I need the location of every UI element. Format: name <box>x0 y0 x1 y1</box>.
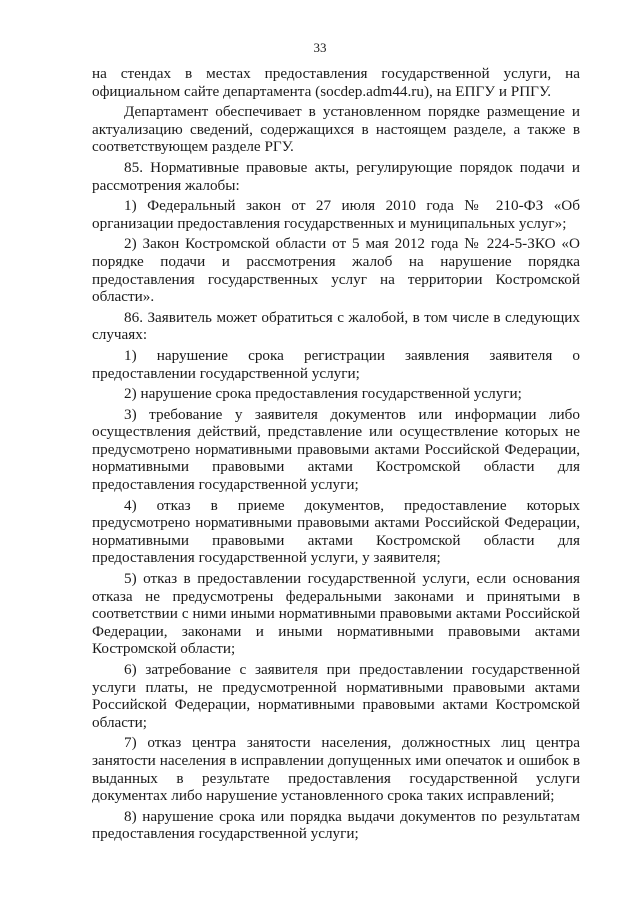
paragraph-86-item-3: 3) требование у заявителя документов или информации либо осуществления действий, представление или осуществление которых не предусмотрено нормативными правовыми актами Российской Федерации, нормативными правовыми актами Костромской области для предоставления государственной услуги; <box>92 405 580 494</box>
paragraph-85-heading: 85. Нормативные правовые акты, регулирующие порядок подачи и рассмотрения жалобы: <box>92 158 580 194</box>
paragraph-86-heading: 86. Заявитель может обратиться с жалобой, в том числе в следующих случаях: <box>92 308 580 344</box>
paragraph-department-duty: Департамент обеспечивает в установленном порядке размещение и актуализацию сведений, содержащихся в настоящем разделе, а также в соответствующем разделе РГУ. <box>92 103 580 156</box>
paragraph-86-item-1: 1) нарушение срока регистрации заявления заявителя о предоставлении государственной услуги; <box>92 346 580 382</box>
document-body <box>92 65 580 846</box>
paragraph-86-item-2: 2) нарушение срока предоставления государственной услуги; <box>124 385 522 403</box>
paragraph-86-item-8: 8) нарушение срока или порядка выдачи документов по результатам предоставления государственной услуги; <box>92 807 580 843</box>
paragraph-stands-info: на стендах в местах предоставления государственной услуги, на официальном сайте департамента (socdep.adm44.ru), на ЕПГУ и РПГУ. <box>92 65 580 100</box>
paragraph-86-item-5: 5) отказ в предоставлении государственной услуги, если основания отказа не предусмотрены федеральными законами и принятыми в соответствии с ними иными нормативными правовыми актами Российской Федерации, законами и иными нормативными правовыми актами Костромской области; <box>92 570 580 658</box>
paragraph-86-item-7: 7) отказ центра занятости населения, должностных лиц центра занятости населения в исправлении допущенных ими опечаток и ошибок в выданных в результате предоставления государственной услуги документах либо нарушение установленного срока таких исправлений; <box>92 734 580 805</box>
paragraph-85-item-2: 2) Закон Костромской области от 5 мая 2012 года № 224-5-ЗКО «О порядке подачи и рассмотрения жалоб на нарушение порядка предоставления государственных услуг на территории Костромской области». <box>92 235 580 306</box>
paragraph-85-item-1: 1) Федеральный закон от 27 июля 2010 года № 210-ФЗ «Об организации предоставления государственных и муниципальных услуг»; <box>92 197 580 232</box>
page-number: 33 <box>313 40 327 55</box>
paragraph-86-item-6: 6) затребование с заявителя при предоставлении государственной услуги платы, не предусмотренной нормативными правовыми актами Российской Федерации, нормативными правовыми актами Костромской области; <box>92 661 580 731</box>
paragraph-86-item-4: 4) отказ в приеме документов, предоставление которых предусмотрено нормативными правовыми актами Российской Федерации, нормативными правовыми актами Костромской области для предоставления государственной услуги, у заявителя; <box>92 496 580 567</box>
